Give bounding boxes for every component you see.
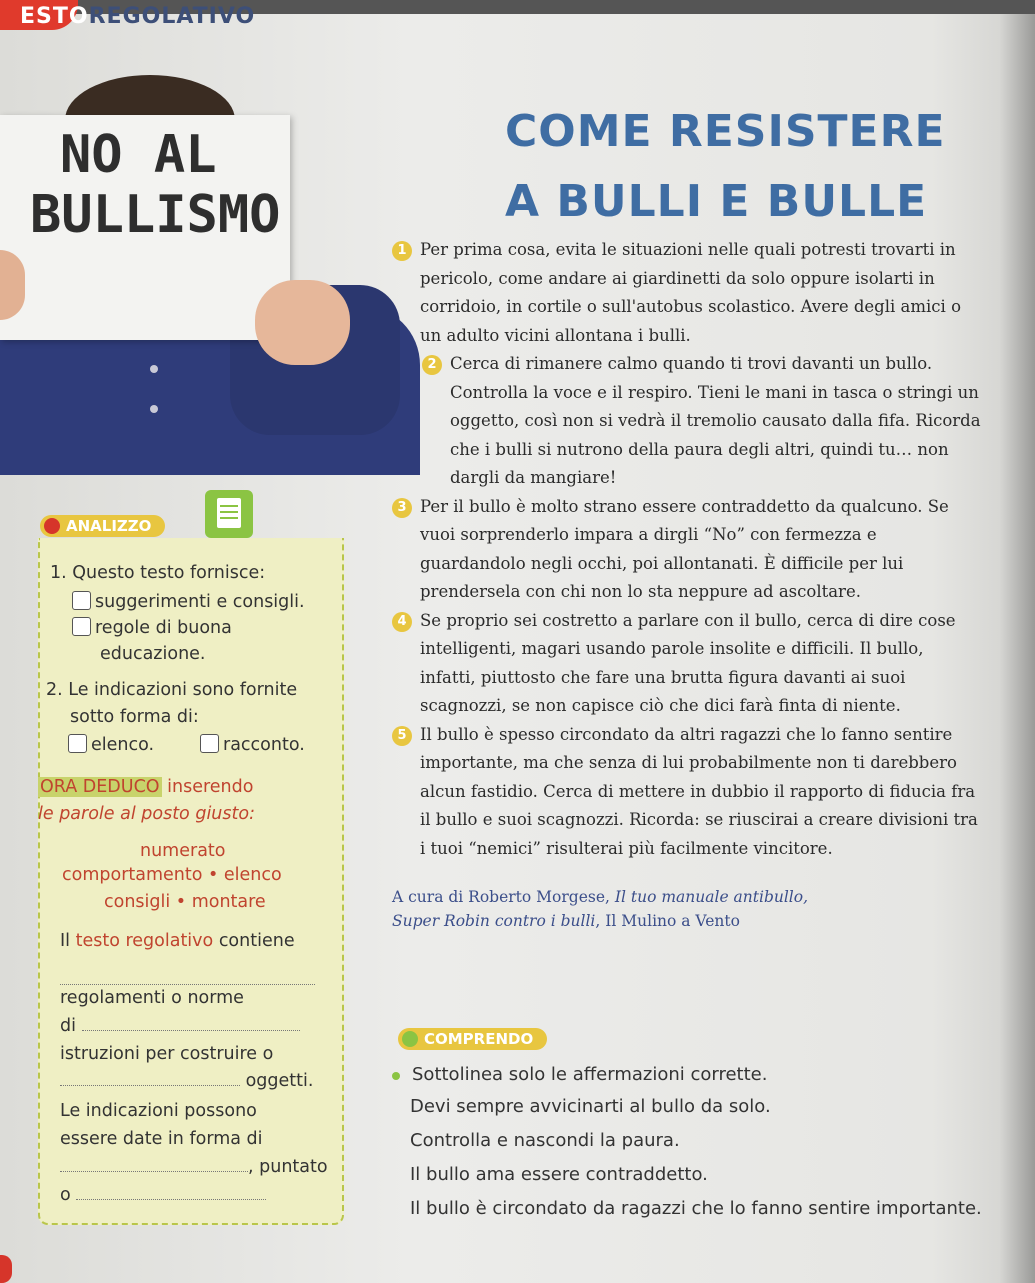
ora-deduco-line2: le parole al posto giusto: [38, 804, 255, 824]
rule-5 [392, 721, 984, 864]
rule-2-text: Cerca di rimanere calmo quando ti trovi davanti un bullo. Controlla la voce e il respiro. Tieni le mani in tasca o stringi un oggetto, così non si vedrà il tremolio causato dalla fifa. Ricorda che i bulli si nutrono della paura degli altri, quindi tu… non dargli da mangiare! [450, 354, 981, 487]
blank-4[interactable] [60, 1171, 248, 1172]
rule-4 [392, 607, 984, 721]
q1-option-2[interactable]: regole di buona [72, 615, 232, 641]
statement-2[interactable]: Controlla e nascondi la paura. [410, 1130, 680, 1151]
book-icon [205, 490, 253, 538]
tab-dot-icon [402, 1031, 418, 1047]
sign-line-1: NO AL [60, 125, 217, 185]
shirt-button [150, 365, 158, 373]
comprendo-label: COMPRENDO [424, 1030, 534, 1048]
blank-2[interactable] [82, 1030, 300, 1031]
sign-line-2: BULLISMO [30, 185, 281, 245]
cloze-line-2: regolamenti o norme [60, 988, 244, 1008]
comprendo-instruction: Sottolinea solo le affermazioni corrette. [412, 1064, 768, 1085]
word-bank-3: consigli • montare [104, 892, 266, 912]
cloze-line-7: essere date in forma di [60, 1129, 263, 1149]
question-1: 1. Questo testo fornisce: [50, 563, 266, 583]
cloze-line-6: Le indicazioni possono [60, 1101, 257, 1121]
cloze-line-1: Il testo regolativo contiene [60, 931, 295, 951]
photo-boy-with-sign [0, 55, 420, 475]
credit-publisher: , Il Mulino a Vento [595, 912, 740, 930]
rule-2 [392, 350, 984, 493]
cloze-line-4: istruzioni per costruire o [60, 1044, 274, 1064]
q2-option-1[interactable]: elenco. [68, 732, 154, 758]
q2-option-2[interactable]: racconto. [200, 732, 305, 758]
rule-1-text: Per prima cosa, evita le situazioni nelle quali potresti trovarti in pericolo, come andare ai giardinetti da solo oppure isolarti in corridoio, in cortile o sull'autobus scolastico. Avere degli amici o un adulto vicini allontana i bulli. [420, 240, 962, 345]
title-line-2: A BULLI E BULLE [505, 176, 928, 227]
blank-5[interactable] [76, 1199, 266, 1200]
shirt-button [150, 405, 158, 413]
rule-4-text: Se proprio sei costretto a parlare con il bullo, cerca di dire cose intelligenti, magari usando parole insolite e difficili. Il bullo, infatti, piuttosto che fare una brutta figura davanti ai suoi scagnozzi, se non capisce ciò che dici farà finta di niente. [420, 610, 956, 715]
cloze-line-5: oggetti. [60, 1068, 313, 1094]
credit-prefix: A cura di Roberto Morgese, [392, 888, 615, 906]
number-5-icon: 5 [392, 726, 412, 746]
section-label-prefix: ESTO [20, 4, 89, 29]
ora-deduco: ORA DEDUCO inserendo [40, 777, 254, 797]
checkbox[interactable] [68, 734, 87, 753]
cloze-line-9: o [60, 1182, 266, 1208]
question-2: 2. Le indicazioni sono fornite [46, 680, 298, 700]
number-2-icon: 2 [422, 355, 442, 375]
title-line-1: COME RESISTERE [505, 106, 946, 157]
credit-book-2: Super Robin contro i bulli [392, 912, 596, 930]
q1-option-2-cont: educazione. [100, 644, 206, 664]
number-1-icon: 1 [392, 241, 412, 261]
word-bank-1: numerato [140, 841, 226, 861]
blank-3[interactable] [60, 1085, 240, 1086]
book-spine-edge [1000, 0, 1035, 1283]
rule-5-text: Il bullo è spesso circondato da altri ragazzi che lo fanno sentire importante, ma che senza di lui probabilmente non ti darebbero alcun fastidio. Cerca di mettere in dubbio il rapporto di fiducia fra il bullo e suoi scagnozzi. Ricorda: se riuscirai a creare divisioni tra i tuoi “nemici” risulterai più facilmente vincitore. [420, 724, 978, 858]
tab-dot-icon [44, 518, 60, 534]
question-2-cont: sotto forma di: [70, 707, 199, 727]
cloze-line-3: di [60, 1013, 300, 1039]
source-credit [392, 885, 992, 933]
statement-1[interactable]: Devi sempre avvicinarti al bullo da solo. [410, 1096, 771, 1117]
analizzo-tab [40, 515, 165, 537]
q1-option-1[interactable]: suggerimenti e consigli. [72, 589, 305, 615]
cloze-line-8: , puntato [60, 1154, 328, 1180]
page-title [505, 100, 946, 234]
sign-text [30, 125, 280, 245]
number-4-icon: 4 [392, 612, 412, 632]
analizzo-label: ANALIZZO [66, 517, 152, 535]
right-hand [255, 280, 350, 365]
bullet-icon [392, 1072, 400, 1080]
rule-3 [392, 493, 984, 607]
statement-3[interactable]: Il bullo ama essere contraddetto. [410, 1164, 708, 1185]
checkbox[interactable] [72, 617, 91, 636]
section-label [20, 4, 255, 29]
word-bank-2: comportamento • elenco [62, 865, 282, 885]
checkbox[interactable] [200, 734, 219, 753]
ora-deduco-tag: ORA DEDUCO [40, 777, 160, 797]
number-3-icon: 3 [392, 498, 412, 518]
rule-3-text: Per il bullo è molto strano essere contraddetto da qualcuno. Se vuoi sorprenderlo impara a dirgli “No” con fermezza e guardandolo negli occhi, poi allontanati. È difficile per lui prendersela con chi non lo sta neppure ad ascoltare. [420, 496, 949, 601]
credit-book: Il tuo manuale antibullo, [614, 888, 809, 906]
section-label-text: REGOLATIVO [88, 4, 256, 29]
regulative-text [392, 236, 984, 863]
checkbox[interactable] [72, 591, 91, 610]
rule-1 [392, 236, 984, 350]
comprendo-tab [398, 1028, 547, 1050]
statement-4[interactable]: Il bullo è circondato da ragazzi che lo fanno sentire importante. [410, 1198, 982, 1219]
